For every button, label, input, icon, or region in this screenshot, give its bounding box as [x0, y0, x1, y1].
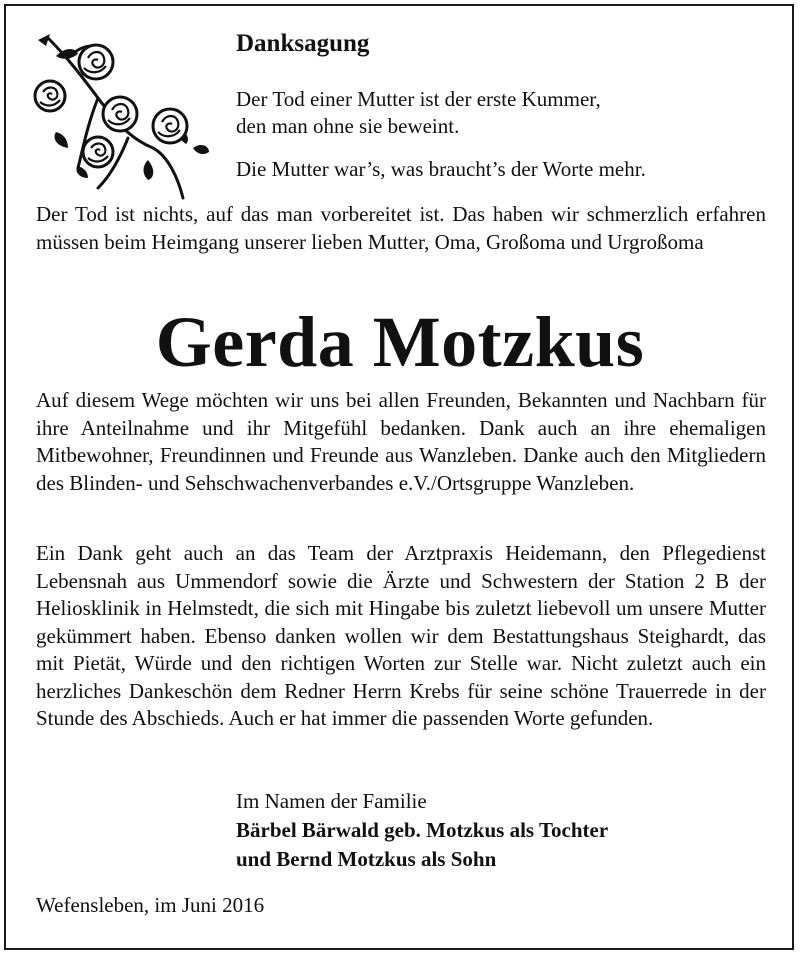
signature-name-2: und Bernd Motzkus als Sohn	[236, 847, 497, 871]
signature-name-1: Bärbel Bärwald geb. Motzkus als Tochter	[236, 818, 609, 842]
verse-line-1: Der Tod einer Mutter ist der erste Kummer,	[236, 87, 601, 111]
signature-block	[236, 787, 608, 874]
thanks-paragraph-2: Ein Dank geht auch an das Team der Arztpraxis Heidemann, den Pflegedienst Lebensnah aus Ummendorf sowie die Ärzte und Schwestern der Station 2 B der Heliosklinik in Helmstedt, die sich mit Hingabe bis zuletzt liebevoll um unsere Mutter gekümmert haben. Ebenso danken wollen wir dem Bestattungshaus Steighardt, das mit Pietät, Würde und den richtigen Worten zur Stelle war. Nicht zuletzt auch ein herzliches Dankeschön dem Redner Herrn Krebs für seine schöne Trauerrede in der Stunde des Abschieds. Auch er hat immer die passenden Worte gefunden.	[36, 541, 766, 730]
verse-line-3: Die Mutter war’s, was braucht’s der Worte mehr.	[236, 157, 646, 181]
signature-intro: Im Namen der Familie	[236, 789, 427, 813]
deceased-name: Gerda Motzkus	[155, 302, 645, 382]
roses-icon	[28, 28, 214, 200]
page-title: Danksagung	[236, 30, 370, 57]
place-date: Wefensleben, im Juni 2016	[36, 893, 265, 917]
verse-lines	[236, 86, 601, 140]
verse-line-2: den man ohne sie beweint.	[236, 114, 460, 138]
intro-paragraph: Der Tod ist nichts, auf das man vorbereitet ist. Das haben wir schmerzlich erfahren müssen beim Heimgang unserer lieben Mutter, Oma, Großoma und Urgroßoma	[36, 202, 766, 254]
thanks-paragraph-1: Auf diesem Wege möchten wir uns bei allen Freunden, Bekannten und Nachbarn für ihre Anteilnahme und ihr Mitgefühl bedanken. Dank auch an ihre ehemaligen Mitbewohner, Freundinnen und Freunde aus Wanzleben. Danke auch den Mitgliedern des Blinden- und Sehschwachenverbandes e.V./Ortsgruppe Wanzleben.	[36, 388, 766, 495]
